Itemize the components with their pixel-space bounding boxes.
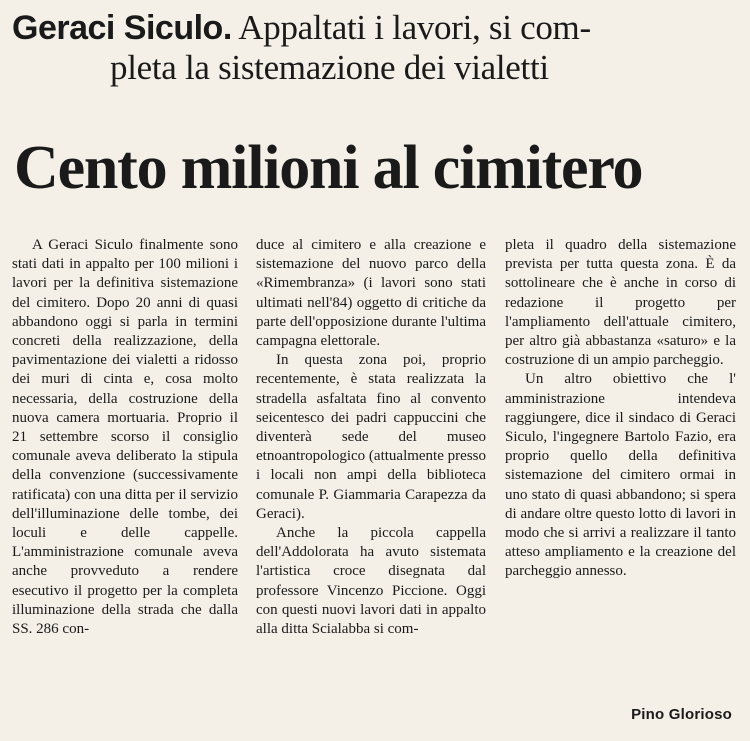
article-column-1 [12, 236, 238, 639]
paragraph: In questa zona poi, proprio recentemente, è stata realizzata la stradella asfaltata fino al convento seicentesco dei padri cappuccini che diventerà sede del museo etnoantropologico (attualmente presso i locali non ampi della biblioteca comunale P. Giammaria Carapezza da Geraci). [256, 352, 486, 522]
author-byline: Pino Glorioso [631, 706, 732, 723]
kicker-place: Geraci Siculo. [12, 9, 232, 47]
paragraph: Anche la piccola cappella dell'Addolorata ha avuto sistemata l'artistica croce disegnata dal professore Vincenzo Piccione. Oggi con questi nuovi lavori dati in appalto alla ditta Scialabba si com- [256, 525, 486, 638]
article-kicker [12, 8, 742, 88]
article-column-3 [505, 236, 736, 582]
paragraph: pleta il quadro della sistemazione prevista per tutta questa zona. È da sottolineare che è anche in corso di redazione il progetto per l'ampliamento dell'attuale cimitero, per altro già abbastanza «saturo» e la costruzione di un ampio parcheggio. [505, 237, 736, 369]
paragraph: Un altro obiettivo che l' amministrazione intendeva raggiungere, dice il sindaco di Geraci Siculo, l'ingegnere Bartolo Fazio, era proprio quello della definitiva sistemazione del cimitero ormai in uno stato di quasi abbandono; si spera di andare oltre questo lotto di lavori in modo che si arrivi a realizzare il tanto atteso ampliamento e la creazione del parcheggio annesso. [505, 371, 736, 580]
article-column-2 [256, 236, 486, 639]
paragraph: duce al cimitero e alla creazione e sistemazione del nuovo parco della «Rimembranza» (i lavori sono stati ultimati nell'84) oggetto di critiche da parte dell'opposizione durante l'ultima campagna elettorale. [256, 237, 486, 350]
paragraph: A Geraci Siculo finalmente sono stati dati in appalto per 100 milioni i lavori per la definitiva sistemazione del cimitero. Dopo 20 anni di quasi abbandono oggi si parla in termini concreti della realizzazione, della pavimentazione dei vialetti a ridosso dei muri di cinta e, cosa molto necessaria, della costruzione della nuova camera mortuaria. Proprio il 21 settembre scorso il consiglio comunale aveva deliberato la stipula della convenzione (successivamente ratificata) con una ditta per il servizio dell'illuminazione delle tombe, dei loculi e delle cappelle. L'amministrazione comunale aveva anche provveduto a rendere esecutivo il progetto per la completa illuminazione della strada che dalla SS. 286 con- [12, 237, 238, 638]
article-headline: Cento milioni al cimitero [14, 134, 643, 202]
kicker-line-2: pleta la sistemazione dei vialetti [110, 48, 549, 87]
kicker-line-1: Appaltati i lavori, si com- [238, 8, 591, 47]
